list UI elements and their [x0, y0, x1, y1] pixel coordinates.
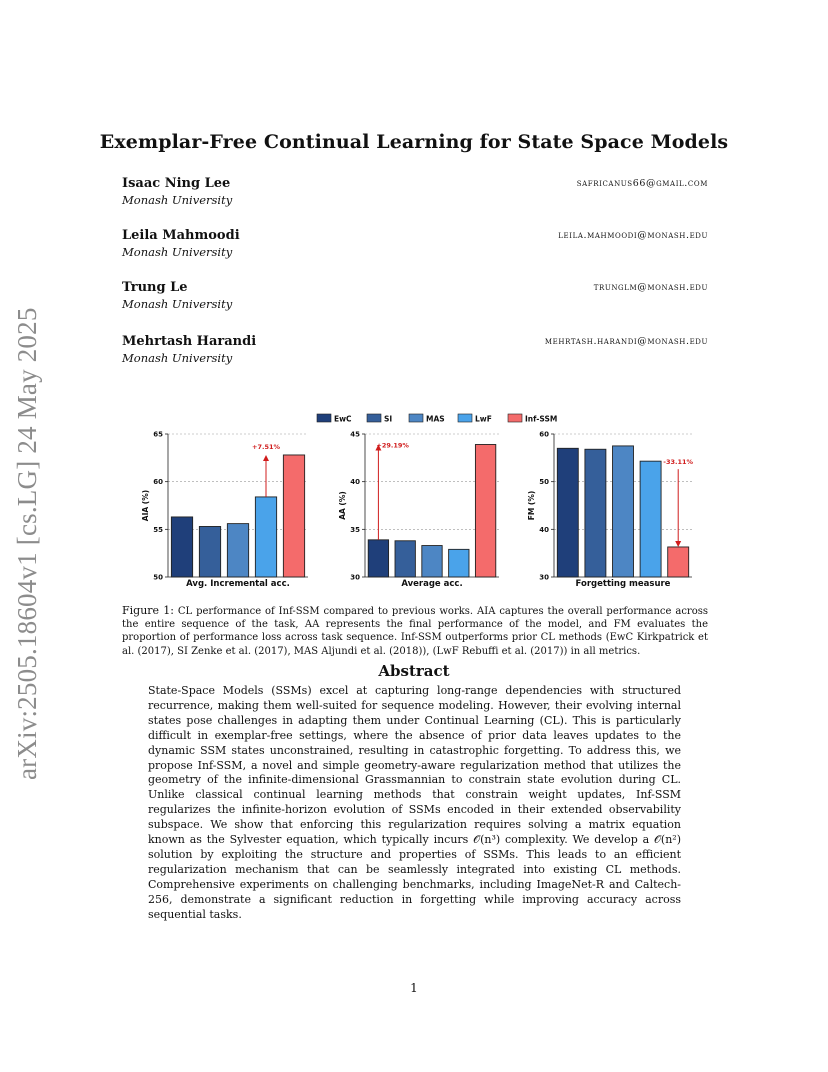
author-block: [122, 280, 708, 311]
author-email[interactable]: safricanus66@gmail.com: [576, 178, 708, 189]
y-tick-label: 30: [539, 573, 549, 582]
bar-mas: [613, 446, 634, 577]
author-name: Leila Mahmoodi: [122, 228, 240, 243]
legend-label: EwC: [334, 414, 352, 424]
bar-si: [585, 449, 606, 577]
x-axis-label: Forgetting measure: [575, 579, 671, 589]
x-axis-label: Average acc.: [401, 579, 463, 589]
figure-caption: [122, 604, 708, 658]
author-email[interactable]: trunglm@monash.edu: [593, 282, 708, 293]
y-tick-label: 60: [153, 478, 163, 487]
author-affiliation: Monash University: [122, 297, 233, 311]
bar-lwf: [449, 549, 469, 577]
annotation-arrowhead: [263, 455, 269, 461]
page-number: 1: [410, 981, 418, 995]
legend-swatch-ewc: [317, 414, 331, 422]
annotation-label: +29.19%: [376, 441, 409, 450]
bar-mas: [422, 546, 442, 577]
bar-mas: [227, 524, 248, 577]
legend-label: Inf-SSM: [525, 414, 558, 424]
annotation-label: +7.51%: [252, 442, 280, 451]
bar-ewc: [171, 517, 192, 577]
y-tick-label: 55: [153, 525, 163, 534]
y-tick-label: 50: [153, 573, 163, 582]
arxiv-identifier: arXiv:2505.18604v1 [cs.LG] 24 May 2025: [12, 307, 42, 780]
legend-label: SI: [384, 414, 393, 424]
author-block: [122, 176, 708, 207]
author-affiliation: Monash University: [122, 245, 233, 259]
bar-inf-ssm: [668, 547, 689, 577]
legend-swatch-inf-ssm: [508, 414, 522, 422]
annotation-label: -33.11%: [663, 458, 694, 467]
y-axis-label: AIA (%): [141, 489, 150, 522]
bar-ewc: [557, 448, 578, 577]
y-tick-label: 60: [539, 430, 549, 439]
bar-lwf: [640, 461, 661, 577]
y-tick-label: 35: [350, 525, 360, 534]
bar-si: [199, 526, 220, 577]
annotation-arrowhead: [675, 541, 681, 547]
y-tick-label: 40: [539, 525, 549, 534]
y-tick-label: 50: [539, 478, 549, 487]
figure-1-charts: [0, 405, 828, 595]
legend-swatch-lwf: [458, 414, 472, 422]
abstract-text: State-Space Models (SSMs) excel at capturing long-range dependencies with structured recurrence, making them well-suited for sequence modeling. However, their evolving internal states pose challenges in adapting them under Continual Learning (CL). This is particularly difficult in exemplar-free settings, where the absence of prior data leaves updates to the dynamic SSM states unconstrained, resulting in catastrophic forgetting. To address this, we propose Inf-SSM, a novel and simple geometry-aware regularization method that utilizes the geometry of the infinite-dimensional Grassmannian to constrain state evolution during CL. Unlike classical continual learning methods that constrain weight updates, Inf-SSM regularizes the infinite-horizon evolution of SSMs encoded in their extended observability subspace. We show that enforcing this regularization requires solving a matrix equation known as the Sylvester equation, which typically incurs 𝒪(n³) complexity. We develop a 𝒪(n²) solution by exploiting the structure and properties of SSMs. This leads to an efficient regularization mechanism that can be seamlessly integrated into existing CL methods. Comprehensive experiments on challenging benchmarks, including ImageNet-R and Caltech-256, demonstrate a significant reduction in forgetting while improving accuracy across sequential tasks.: [148, 684, 681, 921]
bar-lwf: [255, 497, 276, 577]
y-axis-label: FM (%): [527, 490, 536, 521]
bar-si: [395, 541, 415, 577]
author-name: Trung Le: [122, 280, 188, 295]
author-affiliation: Monash University: [122, 193, 233, 207]
x-axis-label: Avg. Incremental acc.: [186, 579, 290, 589]
y-axis-label: AA (%): [338, 491, 347, 520]
author-affiliation: Monash University: [122, 351, 233, 365]
paper-title: Exemplar-Free Continual Learning for State Space Models: [99, 131, 729, 153]
y-tick-label: 30: [350, 573, 360, 582]
author-email[interactable]: mehrtash.harandi@monash.edu: [544, 336, 708, 347]
y-tick-label: 40: [350, 478, 360, 487]
author-block: [122, 228, 708, 259]
y-tick-label: 65: [153, 430, 163, 439]
y-tick-label: 45: [350, 430, 360, 439]
author-email[interactable]: leila.mahmoodi@monash.edu: [558, 230, 708, 241]
bar-inf-ssm: [475, 444, 495, 577]
author-name: Mehrtash Harandi: [122, 334, 257, 349]
caption-text: CL performance of Inf-SSM compared to previous works. AIA captures the overall performance across the entire sequence of the task, AA represents the final performance of the model, and FM evaluates the proportion of performance loss across task sequence. Inf-SSM outperforms prior CL methods (EwC Kirkpatrick et al. (2017), SI Zenke et al. (2017), MAS Aljundi et al. (2018)), (LwF Rebuffi et al. (2017)) in all metrics.: [122, 606, 708, 657]
legend-label: LwF: [475, 414, 492, 424]
bar-ewc: [368, 540, 388, 577]
abstract-heading: Abstract: [378, 662, 450, 680]
bar-inf-ssm: [283, 455, 304, 577]
legend-swatch-mas: [409, 414, 423, 422]
author-block: [122, 334, 708, 365]
author-name: Isaac Ning Lee: [122, 176, 231, 191]
caption-label: Figure 1:: [122, 604, 174, 617]
legend-label: MAS: [426, 414, 445, 424]
legend-swatch-si: [367, 414, 381, 422]
